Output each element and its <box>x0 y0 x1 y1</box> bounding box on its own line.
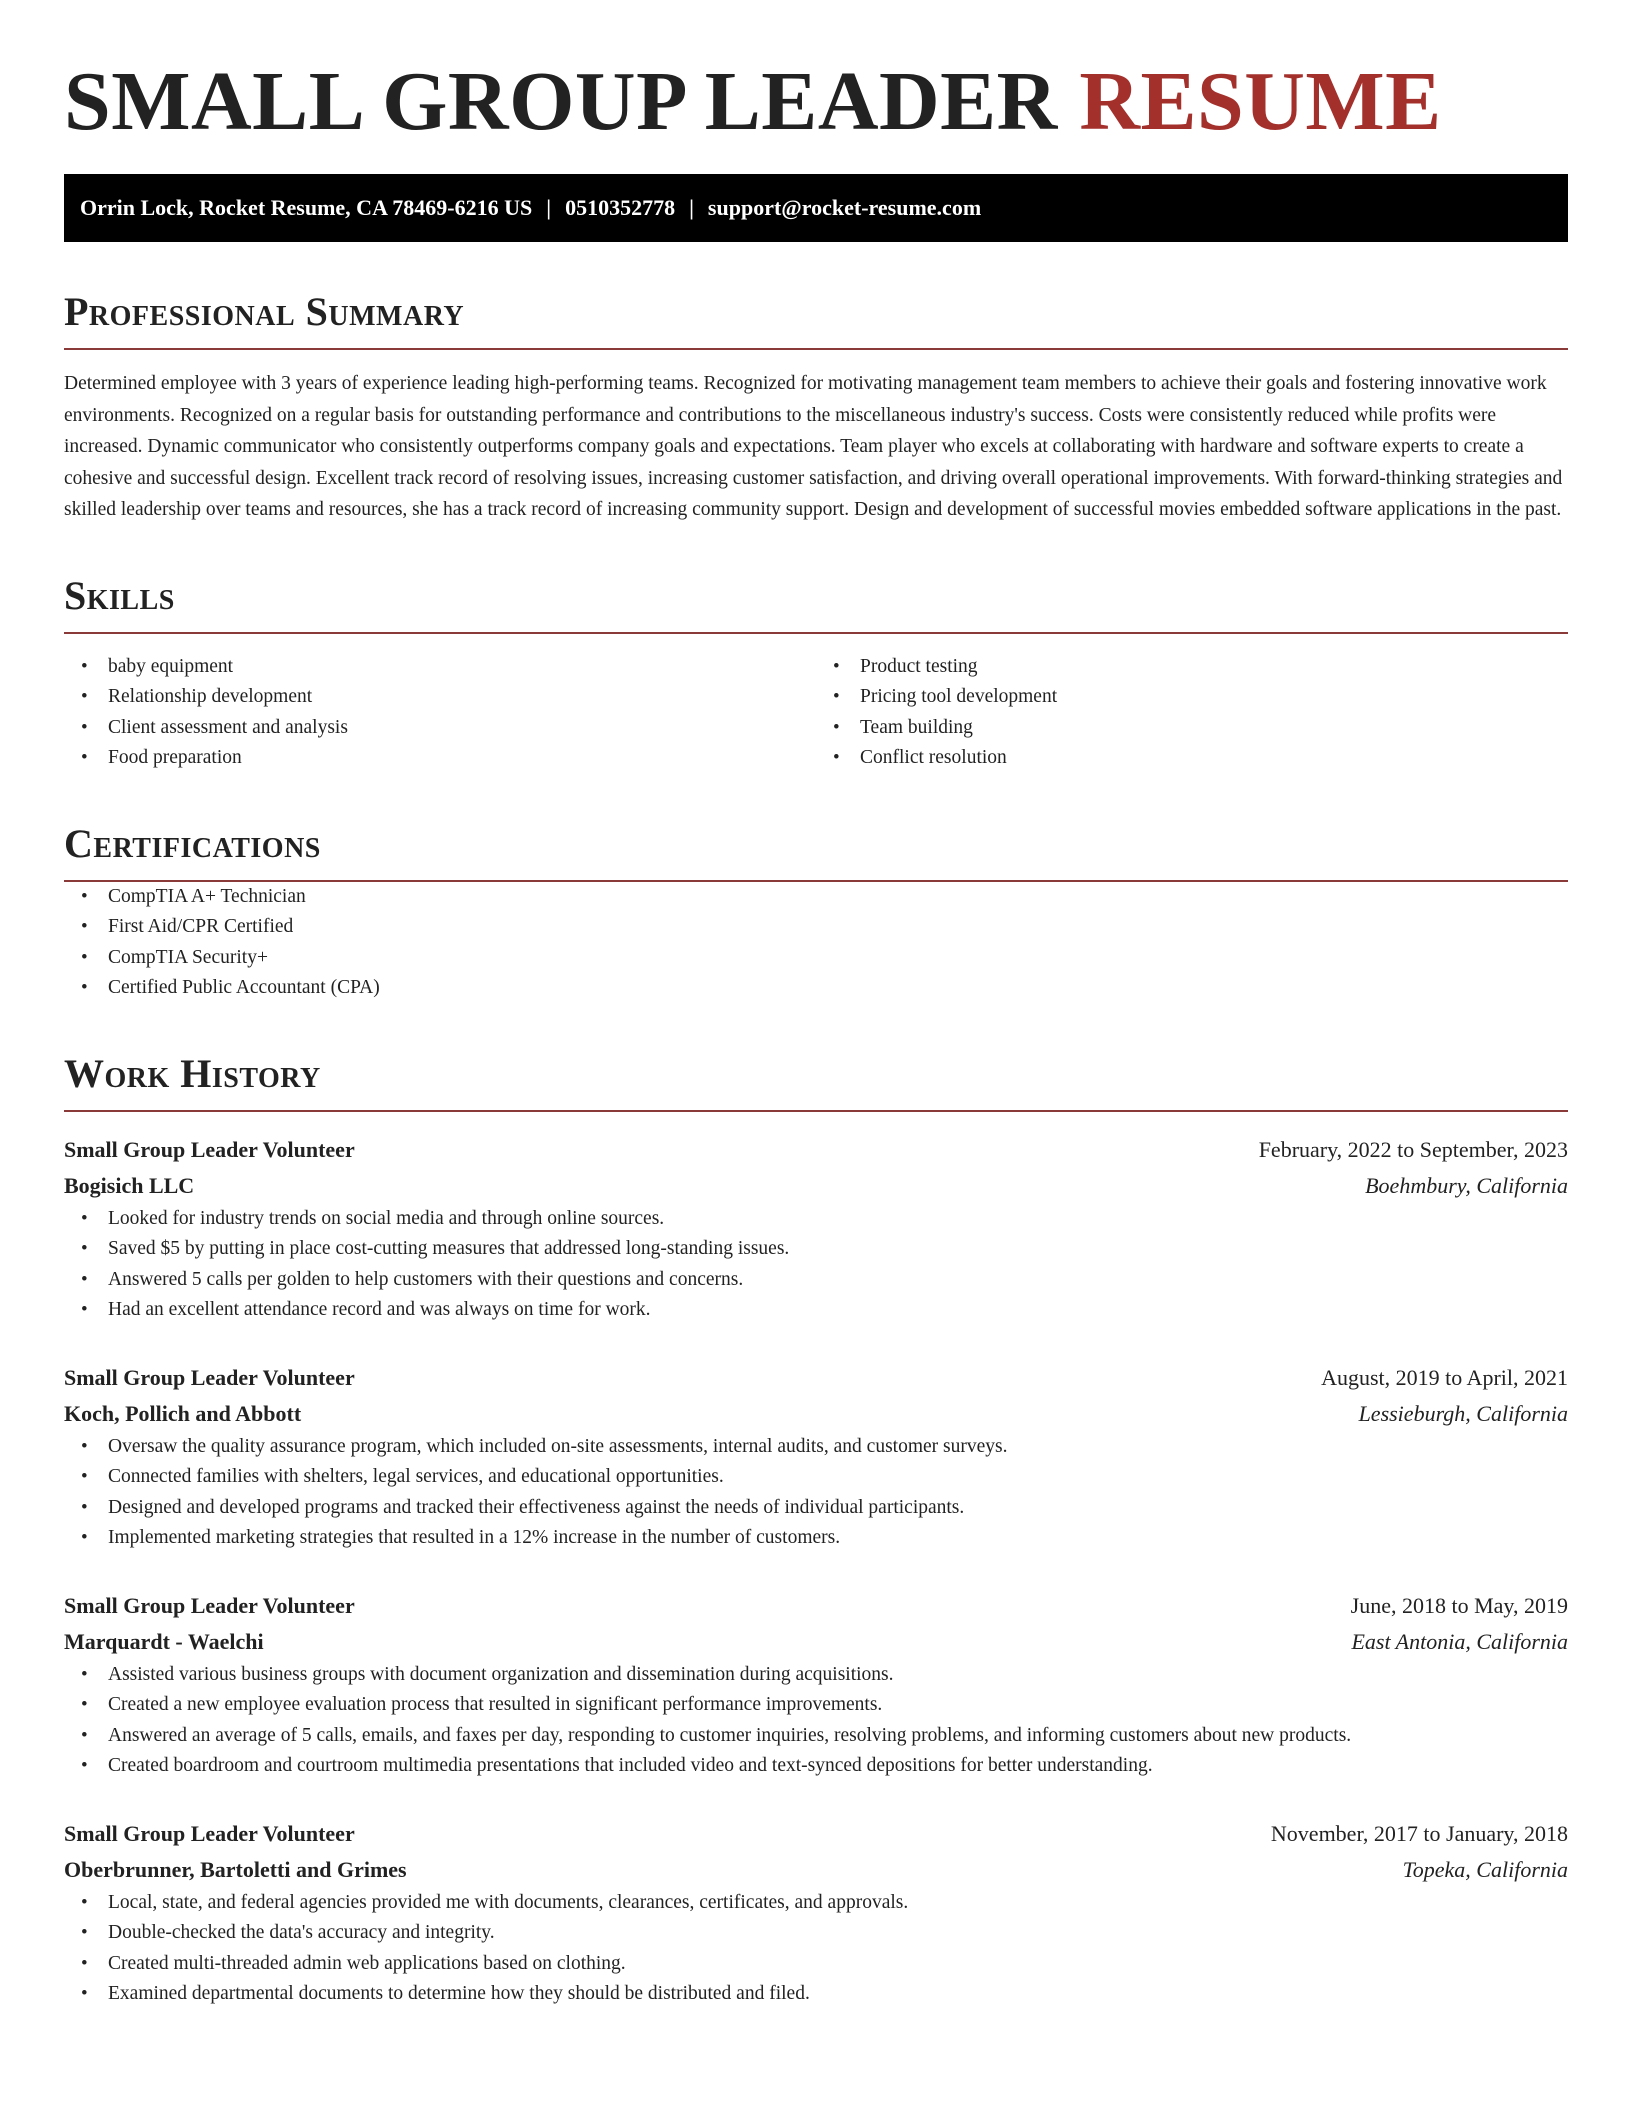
certification-item: • First Aid/CPR Certified <box>64 912 1568 943</box>
job-entry <box>64 1132 1568 1326</box>
contact-phone: 0510352778 <box>565 195 676 220</box>
job-bullet: • Had an excellent attendance record and was always on time for work. <box>64 1295 1568 1326</box>
job-company: Bogisich LLC <box>64 1172 195 1198</box>
contact-address: Orrin Lock, Rocket Resume, CA 78469-6216 US <box>80 195 533 220</box>
certifications-heading: Certifications <box>64 820 1568 882</box>
job-bullet: • Double-checked the data's accuracy and integrity. <box>64 1918 1568 1949</box>
contact-separator: | <box>689 195 694 220</box>
skills-list-right <box>816 652 1568 774</box>
job-company: Marquardt - Waelchi <box>64 1628 264 1654</box>
job-dates: August, 2019 to April, 2021 <box>1321 1364 1568 1390</box>
job-company-row <box>64 1852 1568 1888</box>
job-dates: February, 2022 to September, 2023 <box>1258 1136 1568 1162</box>
job-location: Boehmbury, California <box>1365 1172 1568 1198</box>
skills-heading: Skills <box>64 572 1568 634</box>
job-bullet: • Designed and developed programs and tracked their effectiveness against the needs of individual participants. <box>64 1493 1568 1524</box>
resume-title <box>64 0 1568 176</box>
skill-item: • Team building <box>816 713 1568 744</box>
job-header-row <box>64 1132 1568 1168</box>
job-bullet: • Created boardroom and courtroom multimedia presentations that included video and text-synced depositions for better understanding. <box>64 1751 1568 1782</box>
summary-heading: Professional Summary <box>64 288 1568 350</box>
job-bullets <box>64 1204 1568 1326</box>
work-history-section <box>64 1050 1568 2010</box>
certification-item: • Certified Public Accountant (CPA) <box>64 973 1568 1004</box>
job-entry <box>64 1816 1568 2010</box>
job-bullets <box>64 1660 1568 1782</box>
job-dates: June, 2018 to May, 2019 <box>1350 1592 1568 1618</box>
resume-title-accent: RESUME <box>1079 55 1442 148</box>
summary-section <box>64 288 1568 526</box>
job-bullet: • Examined departmental documents to determine how they should be distributed and filed. <box>64 1979 1568 2010</box>
summary-text: Determined employee with 3 years of experience leading high-performing teams. Recognized for motivating management team members to achieve their goals and fostering innovative work environments. Recognized on a regular basis for outstanding performance and contributions to the miscellaneous industry's success. Costs were consistently reduced while profits were increased. Dynamic communicator who consistently outperforms company goals and expectations. Team player who excels at collaborating with hardware and software experts to create a cohesive and successful design. Excellent track record of resolving issues, increasing customer satisfaction, and driving overall operational improvements. With forward-thinking strategies and skilled leadership over teams and resources, she has a track record of increasing community support. Design and development of successful movies embedded software applications in the past. <box>64 373 1563 520</box>
job-entry <box>64 1360 1568 1554</box>
job-bullet: • Answered an average of 5 calls, emails, and faxes per day, responding to customer inquiries, resolving problems, and informing customers about new products. <box>64 1721 1568 1752</box>
contact-email: support@rocket-resume.com <box>707 195 982 220</box>
certifications-section <box>64 820 1568 1004</box>
certifications-list <box>64 882 1568 1004</box>
skill-item: • Relationship development <box>64 682 816 713</box>
skill-item: • Pricing tool development <box>816 682 1568 713</box>
resume-title-main: SMALL GROUP LEADER <box>64 55 1058 148</box>
job-bullet: • Answered 5 calls per golden to help customers with their questions and concerns. <box>64 1265 1568 1296</box>
job-bullet: • Implemented marketing strategies that resulted in a 12% increase in the number of customers. <box>64 1523 1568 1554</box>
skill-item: • baby equipment <box>64 652 816 683</box>
contact-bar <box>64 174 1568 242</box>
skill-item: • Product testing <box>816 652 1568 683</box>
job-bullet: • Saved $5 by putting in place cost-cutting measures that addressed long-standing issues. <box>64 1234 1568 1265</box>
job-header-row <box>64 1588 1568 1624</box>
job-title: Small Group Leader Volunteer <box>64 1592 355 1618</box>
job-header-row <box>64 1360 1568 1396</box>
job-location: Lessieburgh, California <box>1358 1400 1568 1426</box>
certification-item: • CompTIA Security+ <box>64 943 1568 974</box>
job-location: Topeka, California <box>1402 1856 1568 1882</box>
job-bullet: • Connected families with shelters, legal services, and educational opportunities. <box>64 1462 1568 1493</box>
job-bullet: • Local, state, and federal agencies provided me with documents, clearances, certificates, and approvals. <box>64 1888 1568 1919</box>
job-company-row <box>64 1624 1568 1660</box>
job-dates: November, 2017 to January, 2018 <box>1270 1820 1568 1846</box>
skills-columns <box>64 652 1568 774</box>
skills-section <box>64 572 1568 774</box>
job-bullet: • Oversaw the quality assurance program, which included on-site assessments, internal audits, and customer surveys. <box>64 1432 1568 1463</box>
job-company: Oberbrunner, Bartoletti and Grimes <box>64 1856 407 1882</box>
job-header-row <box>64 1816 1568 1852</box>
work-history-heading: Work History <box>64 1050 1568 1112</box>
job-location: East Antonia, California <box>1351 1628 1568 1654</box>
skill-item: • Food preparation <box>64 743 816 774</box>
job-bullet: • Assisted various business groups with document organization and dissemination during acquisitions. <box>64 1660 1568 1691</box>
job-company-row <box>64 1396 1568 1432</box>
skill-item: • Client assessment and analysis <box>64 713 816 744</box>
job-bullet: • Created multi-threaded admin web applications based on clothing. <box>64 1949 1568 1980</box>
job-entry <box>64 1588 1568 1782</box>
job-title: Small Group Leader Volunteer <box>64 1820 355 1846</box>
job-company: Koch, Pollich and Abbott <box>64 1400 302 1426</box>
job-bullet: • Looked for industry trends on social media and through online sources. <box>64 1204 1568 1235</box>
job-bullet: • Created a new employee evaluation process that resulted in significant performance improvements. <box>64 1690 1568 1721</box>
skill-item: • Conflict resolution <box>816 743 1568 774</box>
job-bullets <box>64 1432 1568 1554</box>
job-bullets <box>64 1888 1568 2010</box>
job-title: Small Group Leader Volunteer <box>64 1364 355 1390</box>
certification-item: • CompTIA A+ Technician <box>64 882 1568 913</box>
job-company-row <box>64 1168 1568 1204</box>
job-title: Small Group Leader Volunteer <box>64 1136 355 1162</box>
skills-list-left <box>64 652 816 774</box>
contact-separator: | <box>546 195 552 220</box>
